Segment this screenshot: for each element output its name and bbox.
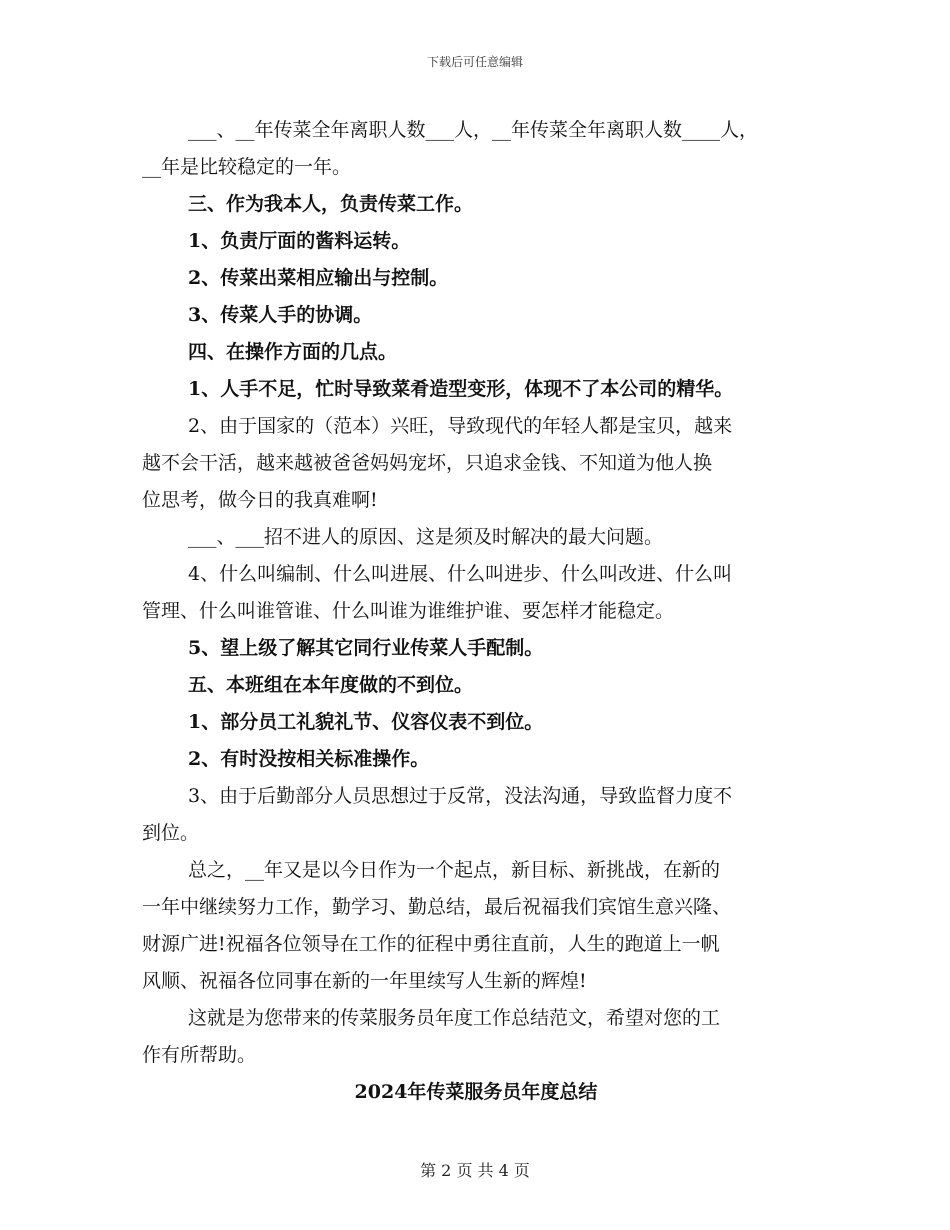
text-line: 这就是为您带来的传菜服务员年度工作总结范文，希望对您的工 [188, 1007, 721, 1029]
text-line: 1、部分员工礼貌礼节、仪容仪表不到位。 [188, 711, 544, 733]
text-line: 五、本班组在本年度做的不到位。 [188, 674, 474, 696]
text-line: 到位。 [142, 822, 200, 844]
text-line: 4、什么叫编制、什么叫进展、什么叫进步、什么叫改进、什么叫 [188, 563, 733, 585]
text-line: 总之，__年又是以今日作为一个起点，新目标、新挑战，在新的 [188, 859, 721, 881]
section-title: 2024年传菜服务员年度总结 [354, 1081, 598, 1103]
text-line: 位思考，做今日的我真难啊! [142, 489, 378, 511]
text-line: 一年中继续努力工作，勤学习、勤总结，最后祝福我们宾馆生意兴隆、 [142, 896, 732, 918]
text-line: 5、望上级了解其它同行业传菜人手配制。 [188, 637, 544, 659]
text-line: 作有所帮助。 [142, 1044, 257, 1066]
text-line: 3、由于后勤部分人员思想过于反常，没法沟通，导致监督力度不 [188, 785, 733, 807]
text-line: 风顺、祝福各位同事在新的一年里续写人生新的辉煌! [142, 970, 587, 992]
text-line: 2、由于国家的（范本）兴旺，导致现代的年轻人都是宝贝，越来 [188, 415, 733, 437]
text-line: 三、作为我本人，负责传菜工作。 [188, 193, 474, 215]
text-line: ___、__年传菜全年离职人数___人，__年传菜全年离职人数____人， [188, 119, 759, 141]
text-line: 越不会干活，越来越被爸爸妈妈宠坏，只追求金钱、不知道为他人换 [142, 452, 713, 474]
text-line: 1、人手不足，忙时导致菜肴造型变形，体现不了本公司的精华。 [188, 378, 734, 400]
text-line: 1、负责厅面的酱料运转。 [188, 230, 411, 252]
text-line: 2、有时没按相关标准操作。 [188, 748, 430, 770]
paragraph-lines [142, 112, 810, 1074]
document-body [142, 112, 810, 1111]
text-line: __年是比较稳定的一年。 [142, 156, 352, 178]
text-line: 财源广进!祝福各位领导在工作的征程中勇往直前，人生的跑道上一帆 [142, 933, 720, 955]
text-line: 管理、什么叫谁管谁、什么叫谁为谁维护谁、要怎样才能稳定。 [142, 600, 675, 622]
text-line: 3、传菜人手的协调。 [188, 304, 373, 326]
text-line: 2、传菜出菜相应输出与控制。 [188, 267, 449, 289]
text-line: ___、___招不进人的原因、这是须及时解决的最大问题。 [188, 526, 664, 548]
page-footer: 第 2 页 共 4 页 [420, 1161, 530, 1180]
page-header: 下载后可任意编辑 [426, 55, 523, 69]
text-line: 四、在操作方面的几点。 [188, 341, 398, 363]
